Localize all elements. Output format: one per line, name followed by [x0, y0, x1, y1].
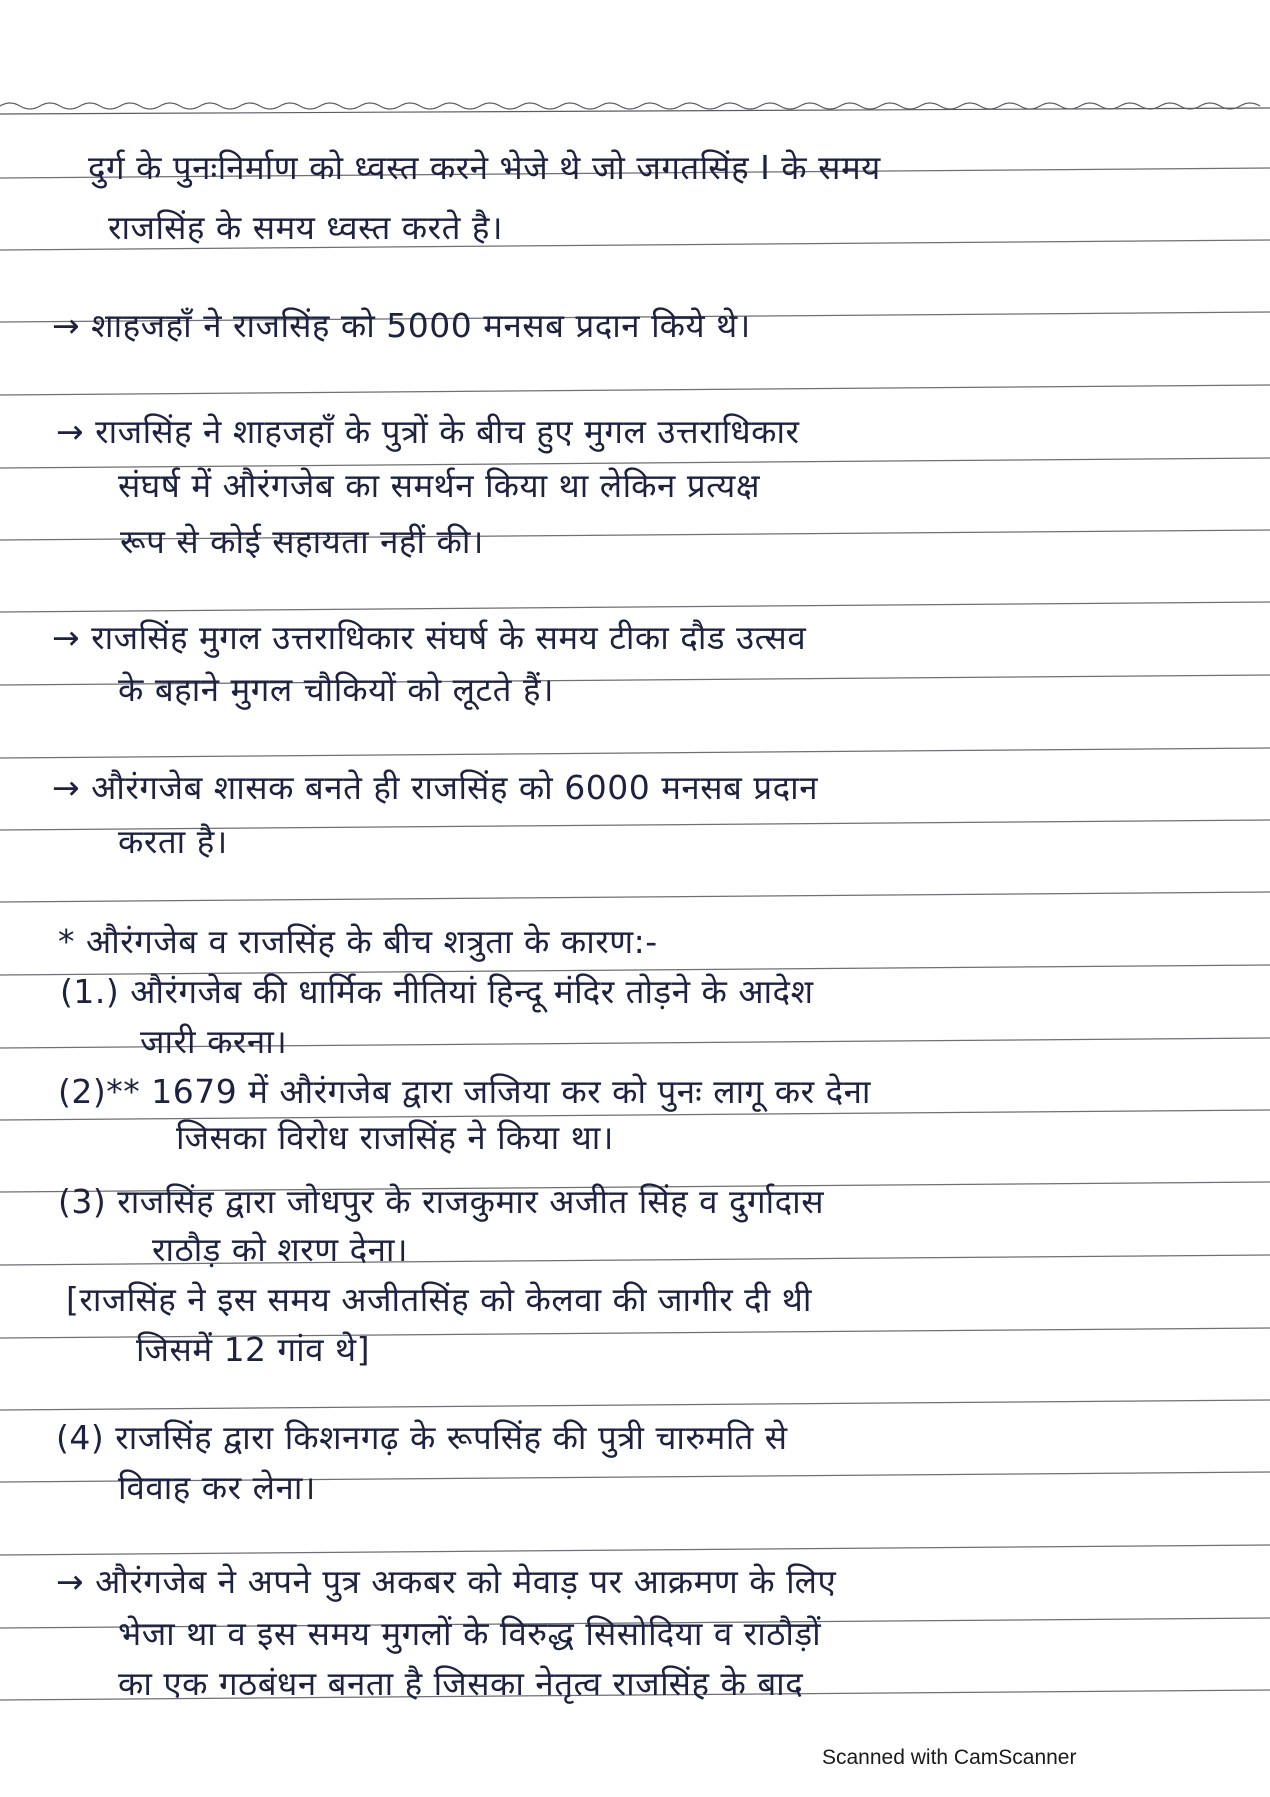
- note-line: भेजा था व इस समय मुगलों के विरुद्ध सिसोदिया व राठौड़ों: [118, 1614, 822, 1653]
- note-line: (4) राजसिंह द्वारा किशनगढ़ के रूपसिंह की पुत्री चारुमति से: [56, 1418, 788, 1457]
- scanner-watermark: Scanned with CamScanner: [822, 1746, 1077, 1769]
- note-line: → राजसिंह ने शाहजहाँ के पुत्रों के बीच हुए मुगल उत्तराधिकार: [56, 412, 800, 451]
- note-line: का एक गठबंधन बनता है जिसका नेतृत्व राजसिंह के बाद: [118, 1664, 804, 1703]
- note-line: जिसमें 12 गांव थे]: [136, 1330, 370, 1369]
- note-line: (1.) औरंगजेब की धार्मिक नीतियां हिन्दू मंदिर तोड़ने के आदेश: [60, 972, 814, 1011]
- note-line: रूप से कोई सहायता नहीं की।: [120, 522, 484, 561]
- note-line: → औरंगजेब शासक बनते ही राजसिंह को 6000 मनसब प्रदान: [52, 768, 819, 807]
- note-line: (3) राजसिंह द्वारा जोधपुर के राजकुमार अजीत सिंह व दुर्गादास: [58, 1182, 824, 1221]
- note-line: → राजसिंह मुगल उत्तराधिकार संघर्ष के समय टीका दौड उत्सव: [52, 618, 807, 657]
- note-line: * औरंगजेब व राजसिंह के बीच शत्रुता के कारण:-: [58, 922, 658, 961]
- note-line: [राजसिंह ने इस समय अजीतसिंह को केलवा की जागीर दी थी: [66, 1280, 812, 1319]
- note-line: के बहाने मुगल चौकियों को लूटते हैं।: [118, 670, 555, 709]
- note-line: (2)** 1679 में औरंगजेब द्वारा जजिया कर को पुनः लागू कर देना: [58, 1072, 871, 1111]
- note-line: दुर्ग के पुनःनिर्माण को ध्वस्त करने भेजे थे जो जगतसिंह I के समय: [88, 148, 881, 187]
- note-line: राठौड़ को शरण देना।: [152, 1230, 408, 1269]
- note-line: → शाहजहाँ ने राजसिंह को 5000 मनसब प्रदान किये थे।: [52, 306, 751, 345]
- note-line: → औरंगजेब ने अपने पुत्र अकबर को मेवाड़ पर आक्रमण के लिए: [56, 1562, 837, 1601]
- note-line: जिसका विरोध राजसिंह ने किया था।: [176, 1118, 614, 1157]
- note-line: विवाह कर लेना।: [118, 1468, 316, 1507]
- note-line: जारी करना।: [140, 1022, 288, 1061]
- note-line: राजसिंह के समय ध्वस्त करते है।: [108, 208, 503, 247]
- note-line: करता है।: [118, 822, 228, 861]
- note-line: संघर्ष में औरंगजेब का समर्थन किया था लेकिन प्रत्यक्ष: [118, 466, 760, 505]
